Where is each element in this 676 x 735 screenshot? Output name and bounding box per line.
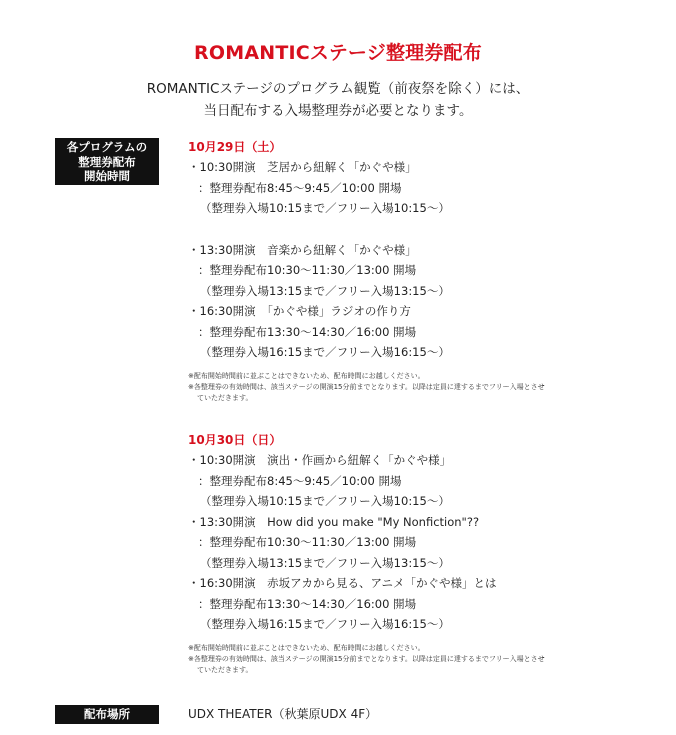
note-line: ていただきます。	[197, 393, 253, 402]
programs-label-line-1: 各プログラムの	[66, 140, 148, 154]
day-section-oct30	[188, 430, 648, 676]
intro-line-2: 当日配布する入場整理券が必要となります。	[203, 103, 473, 119]
program-title: ・10:30開演 演出・作画から紐解く「かぐや様」	[188, 453, 452, 467]
programs-label-line-3: 開始時間	[84, 169, 130, 183]
program-item	[188, 157, 648, 219]
program-entry: （整理券入場10:15まで／フリー入場10:15～）	[200, 494, 450, 508]
day-section-oct29	[188, 137, 648, 404]
intro-text	[0, 78, 676, 122]
note-line: ※各整理券の有効時間は、該当ステージの開演15分前までとなります。以降は定員に達するまでフリー入場とさせ	[188, 382, 545, 391]
program-title: ・16:30開演 「かぐや様」ラジオの作り方	[188, 304, 411, 318]
program-entry: （整理券入場16:15まで／フリー入場16:15～）	[200, 617, 450, 631]
venue-text: UDX THEATER（秋葉原UDX 4F）	[188, 707, 378, 721]
program-distribution: ：整理券配布8:45～9:45／10:00 開場	[198, 180, 402, 195]
programs-label-line-2: 整理券配布	[78, 154, 136, 169]
program-title: ・13:30開演 音楽から紐解く「かぐや様」	[188, 242, 417, 257]
spacer	[188, 219, 648, 240]
venue-label: 配布場所	[55, 705, 159, 724]
note-line: ※配布開始時間前に並ぶことはできないため、配布時間にお越しください。	[188, 371, 425, 380]
program-entry: （整理券入場10:15まで／フリー入場10:15～）	[200, 201, 450, 215]
notes	[188, 643, 648, 676]
program-title: ・10:30開演 芝居から紐解く「かぐや様」	[188, 160, 417, 174]
program-distribution: ：整理券配布10:30～11:30／13:00 開場	[198, 263, 417, 277]
note-line: ※配布開始時間前に並ぶことはできないため、配布時間にお越しください。	[188, 643, 425, 652]
program-distribution: ：整理券配布13:30～14:30／16:00 開場	[198, 596, 417, 611]
program-distribution: ：整理券配布13:30～14:30／16:00 開場	[198, 324, 417, 339]
note-line: ※各整理券の有効時間は、該当ステージの開演15分前までとなります。以降は定員に達するまでフリー入場とさせ	[188, 654, 545, 663]
program-distribution: ：整理券配布10:30～11:30／13:00 開場	[198, 535, 417, 549]
notes	[188, 371, 648, 404]
program-item	[188, 301, 648, 363]
intro-line-1: ROMANTICステージのプログラム観覧（前夜祭を除く）には、	[146, 81, 530, 97]
programs-label	[55, 138, 159, 185]
day-date: 10月30日（日）	[188, 433, 282, 447]
program-title: ・16:30開演 赤坂アカから見る、アニメ「かぐや様」とは	[188, 576, 497, 590]
program-item	[188, 450, 648, 512]
program-entry: （整理券入場16:15まで／フリー入場16:15～）	[200, 345, 450, 359]
program-entry: （整理券入場13:15まで／フリー入場13:15～）	[200, 555, 450, 570]
page-title: ROMANTICステージ整理券配布	[194, 42, 482, 64]
note-line: ていただきます。	[197, 665, 253, 674]
program-title: ・13:30開演 How did you make "My Nonfiction"??	[188, 514, 480, 529]
program-distribution: ：整理券配布8:45～9:45／10:00 開場	[198, 473, 402, 488]
program-entry: （整理券入場13:15まで／フリー入場13:15～）	[200, 283, 450, 298]
program-item	[188, 512, 648, 574]
program-item	[188, 573, 648, 635]
day-date: 10月29日（土）	[188, 140, 282, 154]
program-item	[188, 240, 648, 302]
